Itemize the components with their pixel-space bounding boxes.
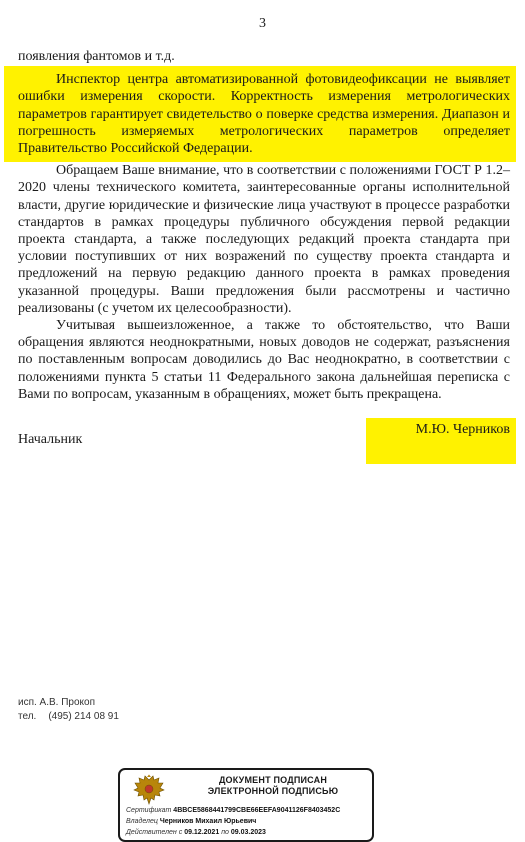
letter-body: [18, 48, 510, 403]
phone-label: тел.: [18, 711, 37, 722]
electronic-signature-stamp: [118, 768, 374, 842]
paragraph-conclusion: Учитывая вышеизложенное, а также то обстоятельство, что Ваши обращения являются неоднократными, новых доводов не содержат, разъяснения по поставленным вопросам доводились до Вас неоднократно, в соответствии с положениями пункта 5 статьи 11 Федерального закона дальнейшая переписка с Вами по вопросам, указанным в обращениях, может быть прекращена.: [18, 318, 510, 402]
highlighted-paragraph-block: [4, 66, 516, 162]
owner-label: Владелец: [126, 818, 158, 825]
signer-title: Начальник: [18, 432, 83, 447]
valid-from: 09.12.2021: [184, 829, 220, 836]
executor-footer: [18, 696, 119, 724]
stamp-validity: [126, 829, 266, 836]
paragraph-continuation: появления фантомов и т.д.: [18, 49, 175, 64]
valid-to: 09.03.2023: [230, 829, 266, 836]
stamp-owner: [126, 818, 256, 825]
page-number: 3: [259, 16, 266, 31]
signer-name-highlight: [366, 418, 516, 464]
valid-to-label: по: [221, 829, 229, 836]
owner-value: Черников Михаил Юрьевич: [159, 818, 257, 825]
stamp-heading-line1: ДОКУМЕНТ ПОДПИСАН: [218, 775, 328, 785]
valid-label: Действителен с: [126, 829, 183, 836]
phone-value: (495) 214 08 91: [48, 711, 119, 722]
certificate-value: 4BBCE5868441799CBE66EEFA9041126F8403452C: [173, 807, 341, 814]
stamp-heading: [178, 775, 368, 797]
certificate-label: Сертификат: [126, 807, 172, 814]
executor-name: исп. А.В. Прокоп: [18, 697, 96, 708]
signer-name: М.Ю. Черников: [415, 422, 510, 437]
executor-phone: [18, 710, 119, 724]
double-headed-eagle-icon: [132, 774, 166, 808]
paragraph-inspector: Инспектор центра автоматизированной фотовидеофиксации не выявляет ошибки измерения скорости. Корректность измерения метрологических параметров гарантирует свидетельство о поверке средства измерения. Диапазон и погрешность измеряемых метрологических параметров определяет Правительство Российской Федерации.: [18, 72, 510, 157]
paragraph-gost: Обращаем Ваше внимание, что в соответствии с положениями ГОСТ Р 1.2–2020 члены технического комитета, заинтересованные органы исполнительной власти, другие юридические и физические лица участвуют в процессе разработки стандартов в рамках процедуры публичного обсуждения первой редакции проекта стандарта, а также последующих редакций проекта стандарта при условии поступивших от них возражений по существу проекта стандарта и предложений на первую редакцию данного проекта в рамках проведения указанной процедуры. Ваши предложения были рассмотрены и частично реализованы (с учетом их целесообразности).: [18, 163, 510, 316]
stamp-certificate: [126, 807, 340, 814]
stamp-heading-line2: ЭЛЕКТРОННОЙ ПОДПИСЬЮ: [207, 786, 339, 796]
